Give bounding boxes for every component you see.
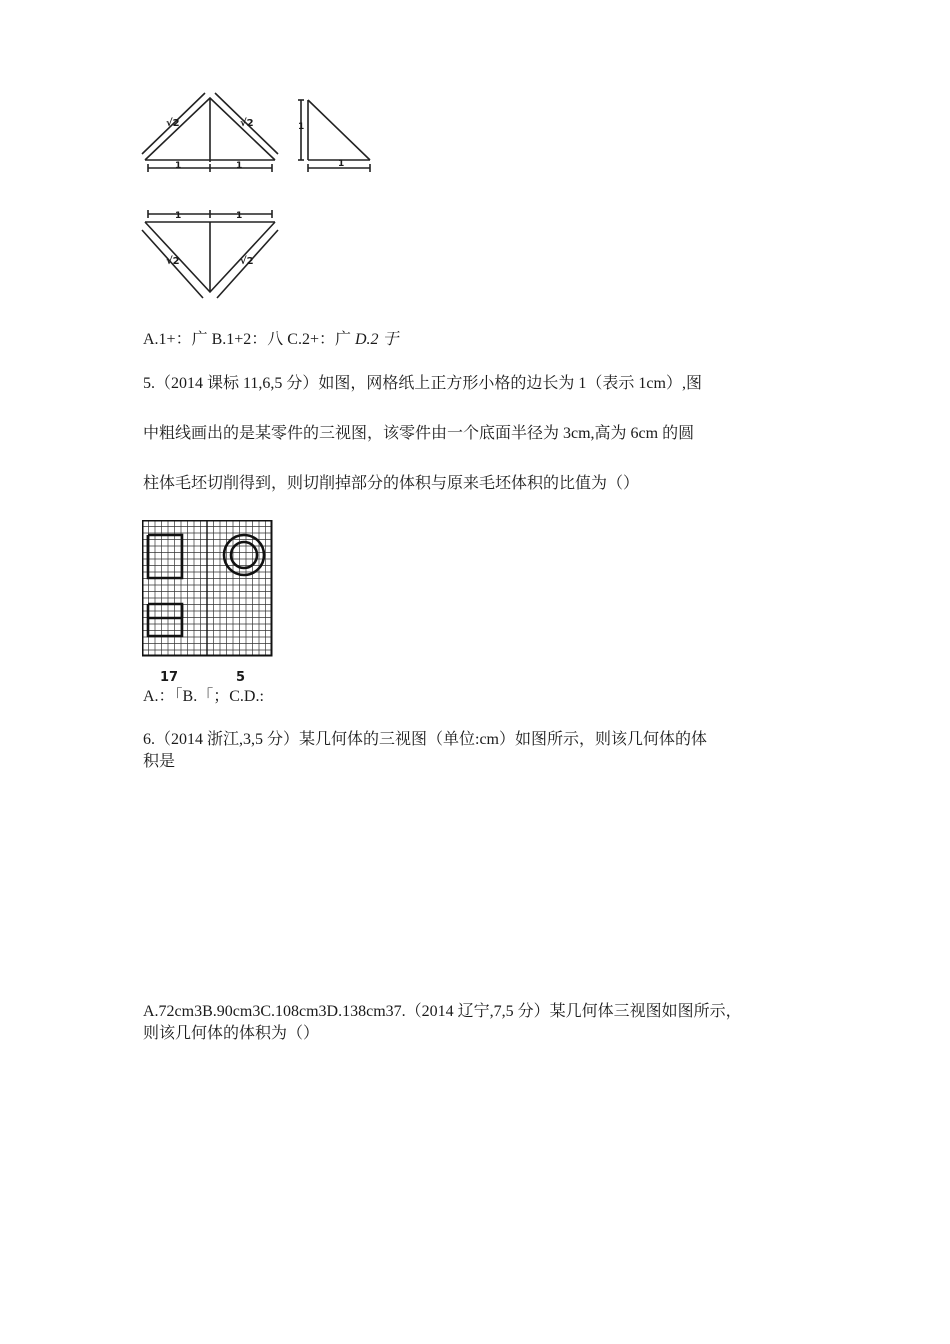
front-view-sqrt2-right: √2 bbox=[240, 118, 254, 129]
q4-option-c: C.2+：广 bbox=[287, 331, 351, 348]
q5-line-3: 柱体毛坯切削得到，则切削掉部分的体积与原来毛坯体积的比值为（） bbox=[143, 475, 640, 492]
grid-three-view-figure bbox=[142, 520, 274, 658]
q5-fraction-top-b: 5 bbox=[236, 670, 246, 685]
q4-options bbox=[143, 330, 399, 350]
q4-option-b: B.1+2：八 bbox=[211, 331, 284, 348]
q6-answers-q7-line-1: A.72cm3B.90cm3C.108cm3D.138cm37.（2014 辽宁,7,5 分）某几何体三视图如图所示， bbox=[143, 1003, 742, 1020]
q5-options: A.：「B.「；C.D.: bbox=[143, 688, 264, 705]
top-view-sqrt2-left: √2 bbox=[166, 256, 180, 267]
q5-line-1: 5.（2014 课标 11,6,5 分）如图，网格纸上正方形小格的边长为 1（表示 1cm）,图 bbox=[143, 375, 702, 392]
top-view-one-left: 1 bbox=[175, 211, 182, 221]
front-view-figure bbox=[140, 90, 280, 175]
side-view-one-vertical: 1 bbox=[298, 122, 305, 132]
top-view-sqrt2-right: √2 bbox=[240, 256, 254, 267]
q5-line-2: 中粗线画出的是某零件的三视图，该零件由一个底面半径为 3cm,高为 6cm 的圆 bbox=[143, 425, 695, 442]
front-view-one-right: 1 bbox=[236, 161, 243, 171]
side-view-one-bottom: 1 bbox=[338, 159, 345, 169]
q4-option-a: A.1+：广 bbox=[143, 331, 208, 348]
q6-line-2: 积是 bbox=[143, 753, 176, 770]
front-view-one-left: 1 bbox=[175, 161, 182, 171]
side-view-figure bbox=[296, 96, 376, 174]
front-view-sqrt2-left: √2 bbox=[166, 118, 180, 129]
q6-line-1: 6.（2014 浙江,3,5 分）某几何体的三视图（单位:cm）如图所示，则该几何体的体 bbox=[143, 731, 707, 748]
q5-fraction-top-a: 17 bbox=[160, 670, 179, 685]
q7-line-2: 则该几何体的体积为（） bbox=[143, 1025, 320, 1042]
q4-option-d: D.2 于 bbox=[355, 331, 399, 348]
top-view-one-right: 1 bbox=[236, 211, 243, 221]
top-view-figure bbox=[140, 208, 280, 303]
